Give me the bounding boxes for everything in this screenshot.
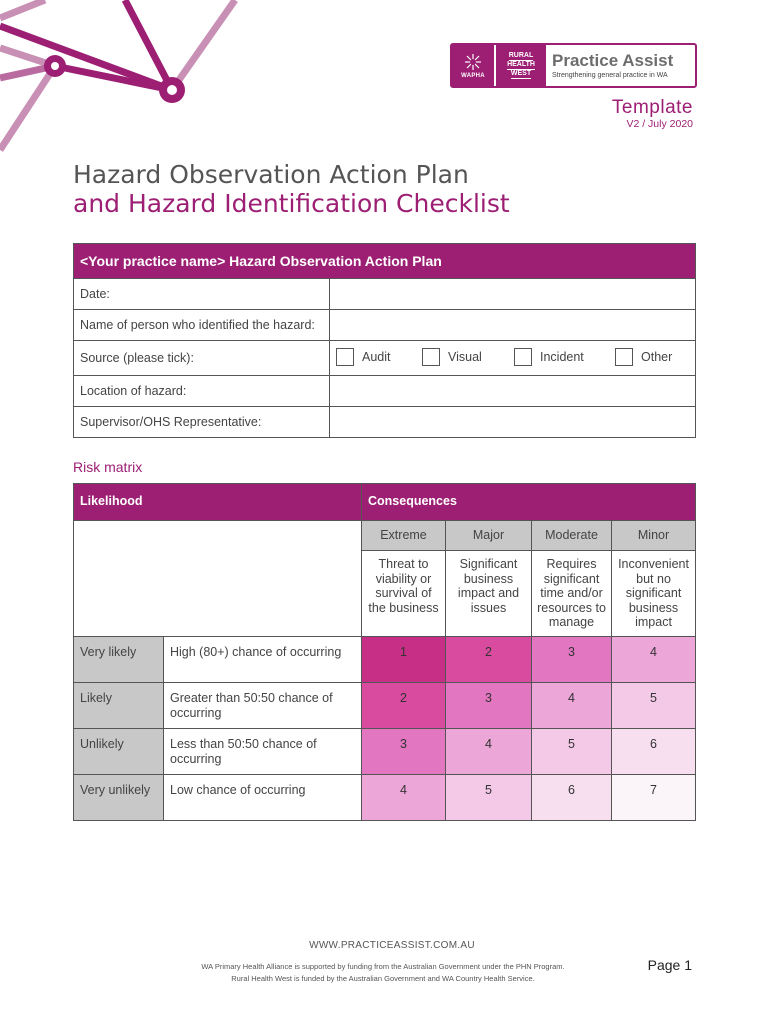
identifier-name-field[interactable] (330, 310, 696, 341)
risk-score-cell: 5 (612, 683, 696, 729)
date-label: Date: (74, 279, 330, 310)
location-label: Location of hazard: (74, 376, 330, 407)
document-subtitle: and Hazard Identification Checklist (73, 189, 510, 218)
consequences-header: Consequences (362, 484, 696, 521)
supervisor-field[interactable] (330, 407, 696, 438)
risk-score-cell: 6 (612, 729, 696, 775)
risk-score-cell: 5 (446, 775, 532, 821)
risk-score-cell: 1 (362, 637, 446, 683)
likelihood-description: Less than 50:50 chance of occurring (164, 729, 362, 775)
starburst-icon (464, 53, 482, 71)
risk-score-cell: 4 (612, 637, 696, 683)
source-option-label: Visual (448, 350, 482, 364)
rhw-logo-line: RURAL (508, 52, 534, 59)
wapha-logo (452, 45, 494, 86)
location-field[interactable] (330, 376, 696, 407)
risk-matrix-table (73, 483, 696, 821)
likelihood-label: Unlikely (74, 729, 164, 775)
date-field[interactable] (330, 279, 696, 310)
source-other-option[interactable] (615, 348, 672, 366)
checkbox-icon[interactable] (336, 348, 354, 366)
source-incident-option[interactable] (514, 348, 615, 366)
action-plan-heading: <Your practice name> Hazard Observation Action Plan (74, 244, 696, 279)
risk-score-cell: 2 (362, 683, 446, 729)
likelihood-label: Very unlikely (74, 775, 164, 821)
practice-assist-title: Practice Assist (552, 51, 674, 70)
source-label: Source (please tick): (74, 341, 330, 376)
source-option-label: Audit (362, 350, 391, 364)
matrix-row (74, 683, 696, 729)
practice-assist-logo (450, 43, 697, 88)
consequence-description: Requires significant time and/or resources to manage (532, 551, 612, 637)
practice-assist-tagline: Strengthening general practice in WA (552, 72, 668, 79)
wapha-logo-text: WAPHA (461, 72, 485, 79)
consequence-name: Extreme (362, 521, 446, 551)
likelihood-header: Likelihood (74, 484, 362, 521)
version-label: V2 / July 2020 (626, 118, 693, 130)
supervisor-label: Supervisor/OHS Representative: (74, 407, 330, 438)
checkbox-icon[interactable] (422, 348, 440, 366)
rhw-logo-line: WEST (510, 70, 532, 77)
source-visual-option[interactable] (422, 348, 514, 366)
network-decoration-graphic (0, 0, 240, 160)
consequence-name: Minor (612, 521, 696, 551)
source-option-label: Other (641, 350, 673, 364)
footer-website-link[interactable]: WWW.PRACTICEASSIST.COM.AU (309, 940, 475, 951)
consequence-description: Significant business impact and issues (446, 551, 532, 637)
matrix-row (74, 729, 696, 775)
rhw-logo-line: HEALTH (507, 61, 535, 68)
risk-score-cell: 3 (532, 637, 612, 683)
risk-score-cell: 7 (612, 775, 696, 821)
risk-score-cell: 4 (446, 729, 532, 775)
likelihood-description: Greater than 50:50 chance of occurring (164, 683, 362, 729)
action-plan-table (73, 243, 696, 438)
checkbox-icon[interactable] (514, 348, 532, 366)
consequence-name: Moderate (532, 521, 612, 551)
source-options (330, 341, 696, 376)
risk-score-cell: 5 (532, 729, 612, 775)
consequence-description: Inconvenient but no significant business impact (612, 551, 696, 637)
likelihood-description: High (80+) chance of occurring (164, 637, 362, 683)
page-number: Page 1 (647, 957, 692, 973)
document-title: Hazard Observation Action Plan (73, 160, 469, 189)
likelihood-label: Likely (74, 683, 164, 729)
matrix-row (74, 637, 696, 683)
risk-score-cell: 4 (532, 683, 612, 729)
likelihood-label: Very likely (74, 637, 164, 683)
risk-score-cell: 3 (362, 729, 446, 775)
likelihood-description: Low chance of occurring (164, 775, 362, 821)
risk-matrix-heading: Risk matrix (73, 459, 143, 475)
matrix-blank-cell (74, 521, 362, 637)
rural-health-west-logo (496, 45, 546, 86)
risk-score-cell: 3 (446, 683, 532, 729)
template-label: Template (611, 97, 693, 118)
checkbox-icon[interactable] (615, 348, 633, 366)
source-audit-option[interactable] (336, 348, 422, 366)
risk-score-cell: 2 (446, 637, 532, 683)
identifier-name-label: Name of person who identified the hazard: (74, 310, 330, 341)
consequence-description: Threat to viability or survival of the business (362, 551, 446, 637)
source-option-label: Incident (540, 350, 584, 364)
footer-funding-note: WA Primary Health Alliance is supported by funding from the Australian Government under the PHN Program. (201, 962, 565, 971)
risk-score-cell: 6 (532, 775, 612, 821)
consequence-name: Major (446, 521, 532, 551)
risk-score-cell: 4 (362, 775, 446, 821)
footer-funding-note: Rural Health West is funded by the Australian Government and WA Country Health Service. (231, 974, 535, 983)
matrix-row (74, 775, 696, 821)
